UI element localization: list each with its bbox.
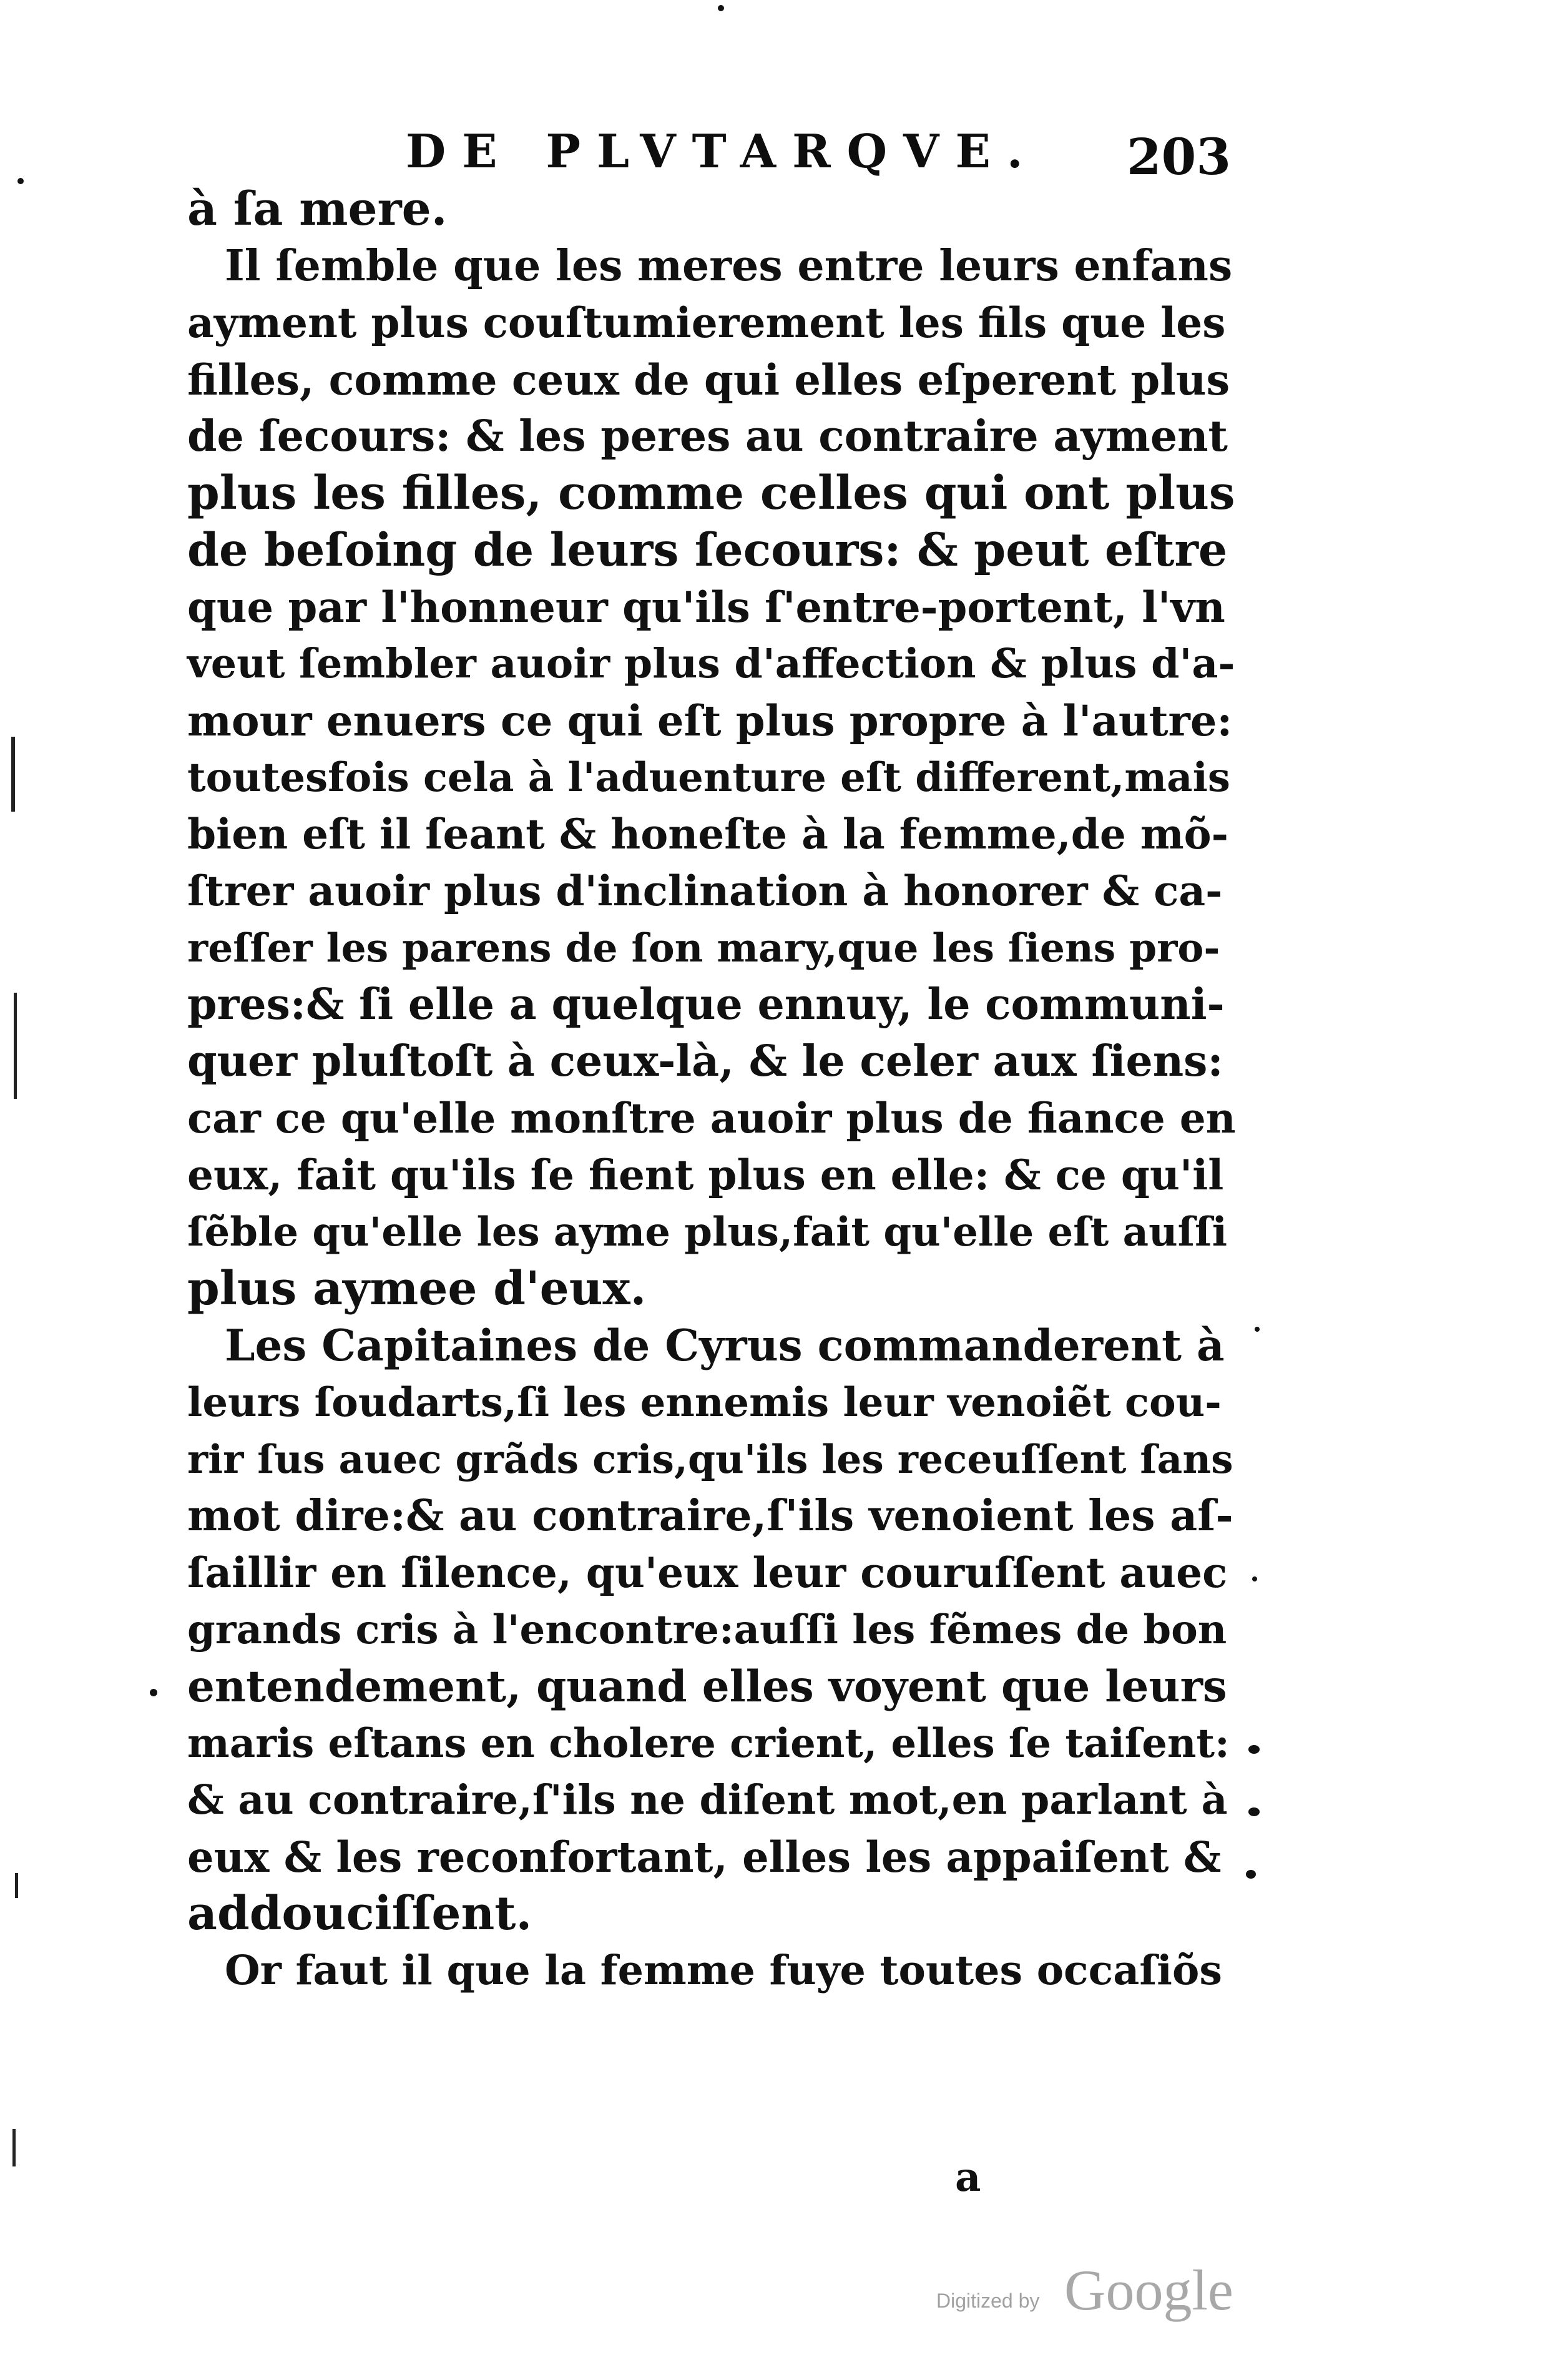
text-line: plus les filles, comme celles qui ont plus — [187, 466, 1235, 520]
text-line: ayment plus couſtumierement les fils que les — [187, 298, 1226, 347]
margin-speck — [718, 5, 724, 11]
running-head: DE PLVTARQVE. — [406, 125, 1039, 179]
text-line: veut ſembler auoir plus d'affection & plus d'a- — [187, 640, 1235, 687]
margin-speck — [1255, 1327, 1260, 1332]
text-line: entendement, quand elles voyent que leurs — [187, 1661, 1227, 1712]
text-line: mot dire:& au contraire,ſ'ils venoient les aſ- — [187, 1491, 1233, 1541]
catchword: a — [955, 2154, 981, 2201]
text-line: que par l'honneur qu'ils ſ'entre-portent, l'vn — [187, 583, 1225, 632]
digitized-watermark — [936, 2257, 1261, 2326]
margin-mark — [11, 737, 15, 812]
text-line: maris eſtans en cholere crient, elles ſe taiſent: — [187, 1720, 1230, 1767]
margin-mark — [14, 993, 17, 1099]
text-line: de ſecours: & les peres au contraire ayment — [187, 411, 1228, 461]
text-line: reſſer les parens de ſon mary,que les ſiens pro- — [187, 925, 1220, 971]
text-line: ſẽble qu'elle les ayme plus,fait qu'elle eſt auſſi — [187, 1209, 1227, 1256]
margin-speck — [1252, 1576, 1257, 1581]
text-line: toutesfois cela à l'aduenture eſt different,mais — [187, 754, 1230, 801]
text-line: Or faut il que la femme fuye toutes occaſiõs — [225, 1947, 1222, 1994]
text-line: plus aymee d'eux. — [187, 1262, 647, 1315]
text-line: Les Capitaines de Cyrus commanderent à — [225, 1320, 1225, 1371]
margin-speck — [1248, 1745, 1260, 1754]
text-line: eux & les reconfortant, elles les appaiſent & — [187, 1832, 1222, 1882]
google-logo: Google — [1064, 2258, 1233, 2322]
text-line: de beſoing de leurs ſecours: & peut eſtre — [187, 523, 1228, 577]
text-line: leurs ſoudarts,ſi les ennemis leur venoiẽt cou- — [187, 1379, 1222, 1426]
watermark-caption: Digitized by — [936, 2289, 1040, 2312]
text-line: addouciſſent. — [187, 1887, 532, 1940]
page-number: 203 — [1127, 127, 1231, 186]
text-line: eux, fait qu'ils ſe fient plus en elle: & ce qu'il — [187, 1151, 1224, 1199]
text-line: car ce qu'elle monſtre auoir plus de fiance en — [187, 1094, 1236, 1143]
body-text — [187, 181, 1236, 1999]
text-line: & au contraire,ſ'ils ne diſent mot,en parlant à — [187, 1776, 1228, 1824]
margin-speck — [1246, 1870, 1256, 1879]
text-line: bien eſt il ſeant & honeſte à la femme,de mõ- — [187, 810, 1229, 858]
text-line: mour enuers ce qui eſt plus propre à l'autre: — [187, 696, 1233, 745]
margin-speck — [17, 178, 24, 184]
margin-speck — [1248, 1807, 1260, 1816]
text-line: à ſa mere. — [187, 182, 448, 236]
text-line: rir ſus auec grãds cris,qu'ils les receuſſent ſans — [187, 1436, 1233, 1482]
margin-mark — [12, 2129, 16, 2166]
text-line: grands cris à l'encontre:auſſi les fẽmes de bon — [187, 1606, 1227, 1653]
text-line: Il ſemble que les meres entre leurs enfans — [225, 241, 1233, 291]
text-line: ſaillir en ſilence, qu'eux leur couruſſent auec — [187, 1548, 1228, 1597]
text-line: ſtrer auoir plus d'inclination à honorer & ca- — [187, 867, 1223, 915]
margin-speck — [150, 1689, 157, 1696]
margin-mark — [15, 1873, 18, 1898]
text-line: pres:& ſi elle a quelque ennuy, le communi- — [187, 980, 1225, 1030]
text-line: quer pluſtoſt à ceux-là, & le celer aux ſiens: — [187, 1036, 1223, 1086]
text-line: filles, comme ceux de qui elles eſperent plus — [187, 355, 1230, 405]
